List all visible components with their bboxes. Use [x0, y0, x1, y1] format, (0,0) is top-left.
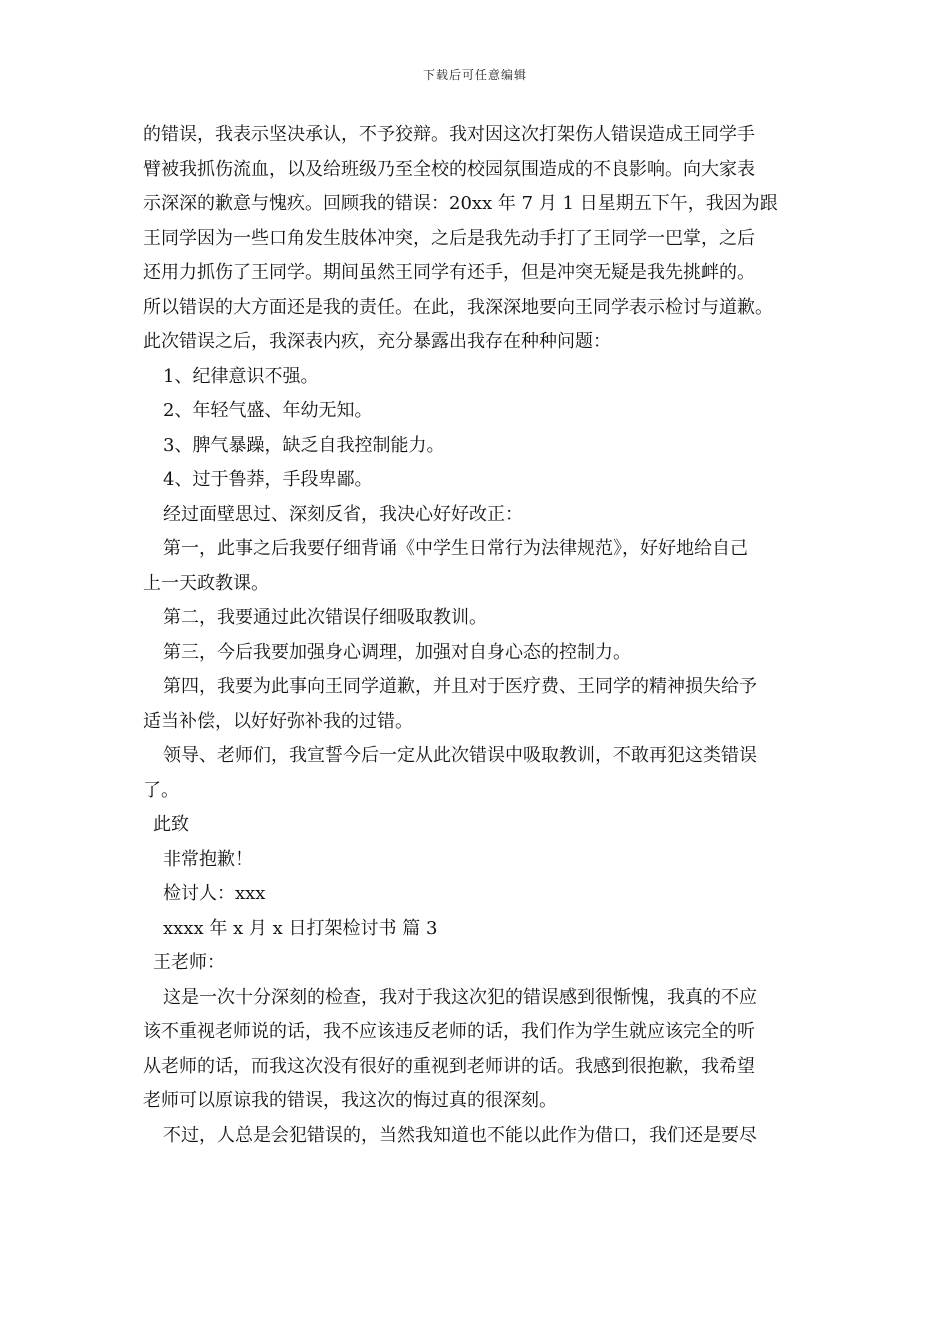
list-item: 4、过于鲁莽，手段卑鄙。 [163, 469, 373, 490]
body-line: 上一天政教课。 [143, 572, 269, 594]
body-line: 适当补偿，以好好弥补我的过错。 [143, 710, 413, 732]
document-body [143, 118, 833, 1153]
body-line: 所以错误的大方面还是我的责任。在此，我深深地要向王同学表示检讨与道歉。 [143, 296, 773, 318]
body-line: 王同学因为一些口角发生肢体冲突，之后是我先动手打了王同学一巴掌，之后 [143, 227, 755, 249]
body-line: 第三，今后我要加强身心调理，加强对自身心态的控制力。 [163, 641, 631, 663]
body-line: 这是一次十分深刻的检查，我对于我这次犯的错误感到很惭愧，我真的不应 [163, 986, 757, 1008]
body-line: 还用力抓伤了王同学。期间虽然王同学有还手，但是冲突无疑是我先挑衅的。 [143, 262, 755, 283]
list-item: 2、年轻气盛、年幼无知。 [163, 400, 373, 421]
closing-apology: 非常抱歉！ [163, 848, 253, 870]
signature-line: 检讨人：xxx [163, 883, 266, 904]
list-item: 1、纪律意识不强。 [163, 365, 319, 387]
body-line: 第四，我要为此事向王同学道歉，并且对于医疗费、王同学的精神损失给予 [163, 676, 757, 697]
body-line: 不过，人总是会犯错误的，当然我知道也不能以此作为借口，我们还是要尽 [163, 1124, 757, 1146]
page-header-note: 下载后可任意编辑 [422, 68, 527, 82]
body-line: 第一，此事之后我要仔细背诵《中学生日常行为法律规范》，好好地给自己 [163, 538, 748, 559]
body-line: 的错误，我表示坚决承认，不予狡辩。我对因这次打架伤人错误造成王同学手 [143, 124, 755, 145]
body-line: 经过面壁思过、深刻反省，我决心好好改正： [163, 503, 523, 525]
list-item: 3、脾气暴躁，缺乏自我控制能力。 [163, 434, 445, 456]
body-line: 老师可以原谅我的错误，我这次的悔过真的很深刻。 [143, 1090, 557, 1111]
body-line: 了。 [143, 779, 179, 801]
closing-salutation: 此致 [153, 814, 189, 835]
body-line: 此次错误之后，我深表内疚，充分暴露出我存在种种问题： [143, 331, 611, 352]
body-line: 该不重视老师说的话，我不应该违反老师的话，我们作为学生就应该完全的听 [143, 1021, 755, 1042]
body-line: 从老师的话，而我这次没有很好的重视到老师讲的话。我感到很抱歉，我希望 [143, 1055, 755, 1077]
body-line: 领导、老师们，我宣誓今后一定从此次错误中吸取教训，不敢再犯这类错误 [163, 745, 757, 766]
greeting: 王老师： [153, 952, 225, 973]
section-title: xxxx 年 x 月 x 日打架检讨书 篇 3 [163, 917, 438, 939]
body-line: 臂被我抓伤流血，以及给班级乃至全校的校园氛围造成的不良影响。向大家表 [143, 158, 755, 180]
body-line: 示深深的歉意与愧疚。回顾我的错误：20xx 年 7 月 1 日星期五下午，我因为跟 [143, 193, 778, 214]
body-line: 第二，我要通过此次错误仔细吸取教训。 [163, 607, 487, 628]
